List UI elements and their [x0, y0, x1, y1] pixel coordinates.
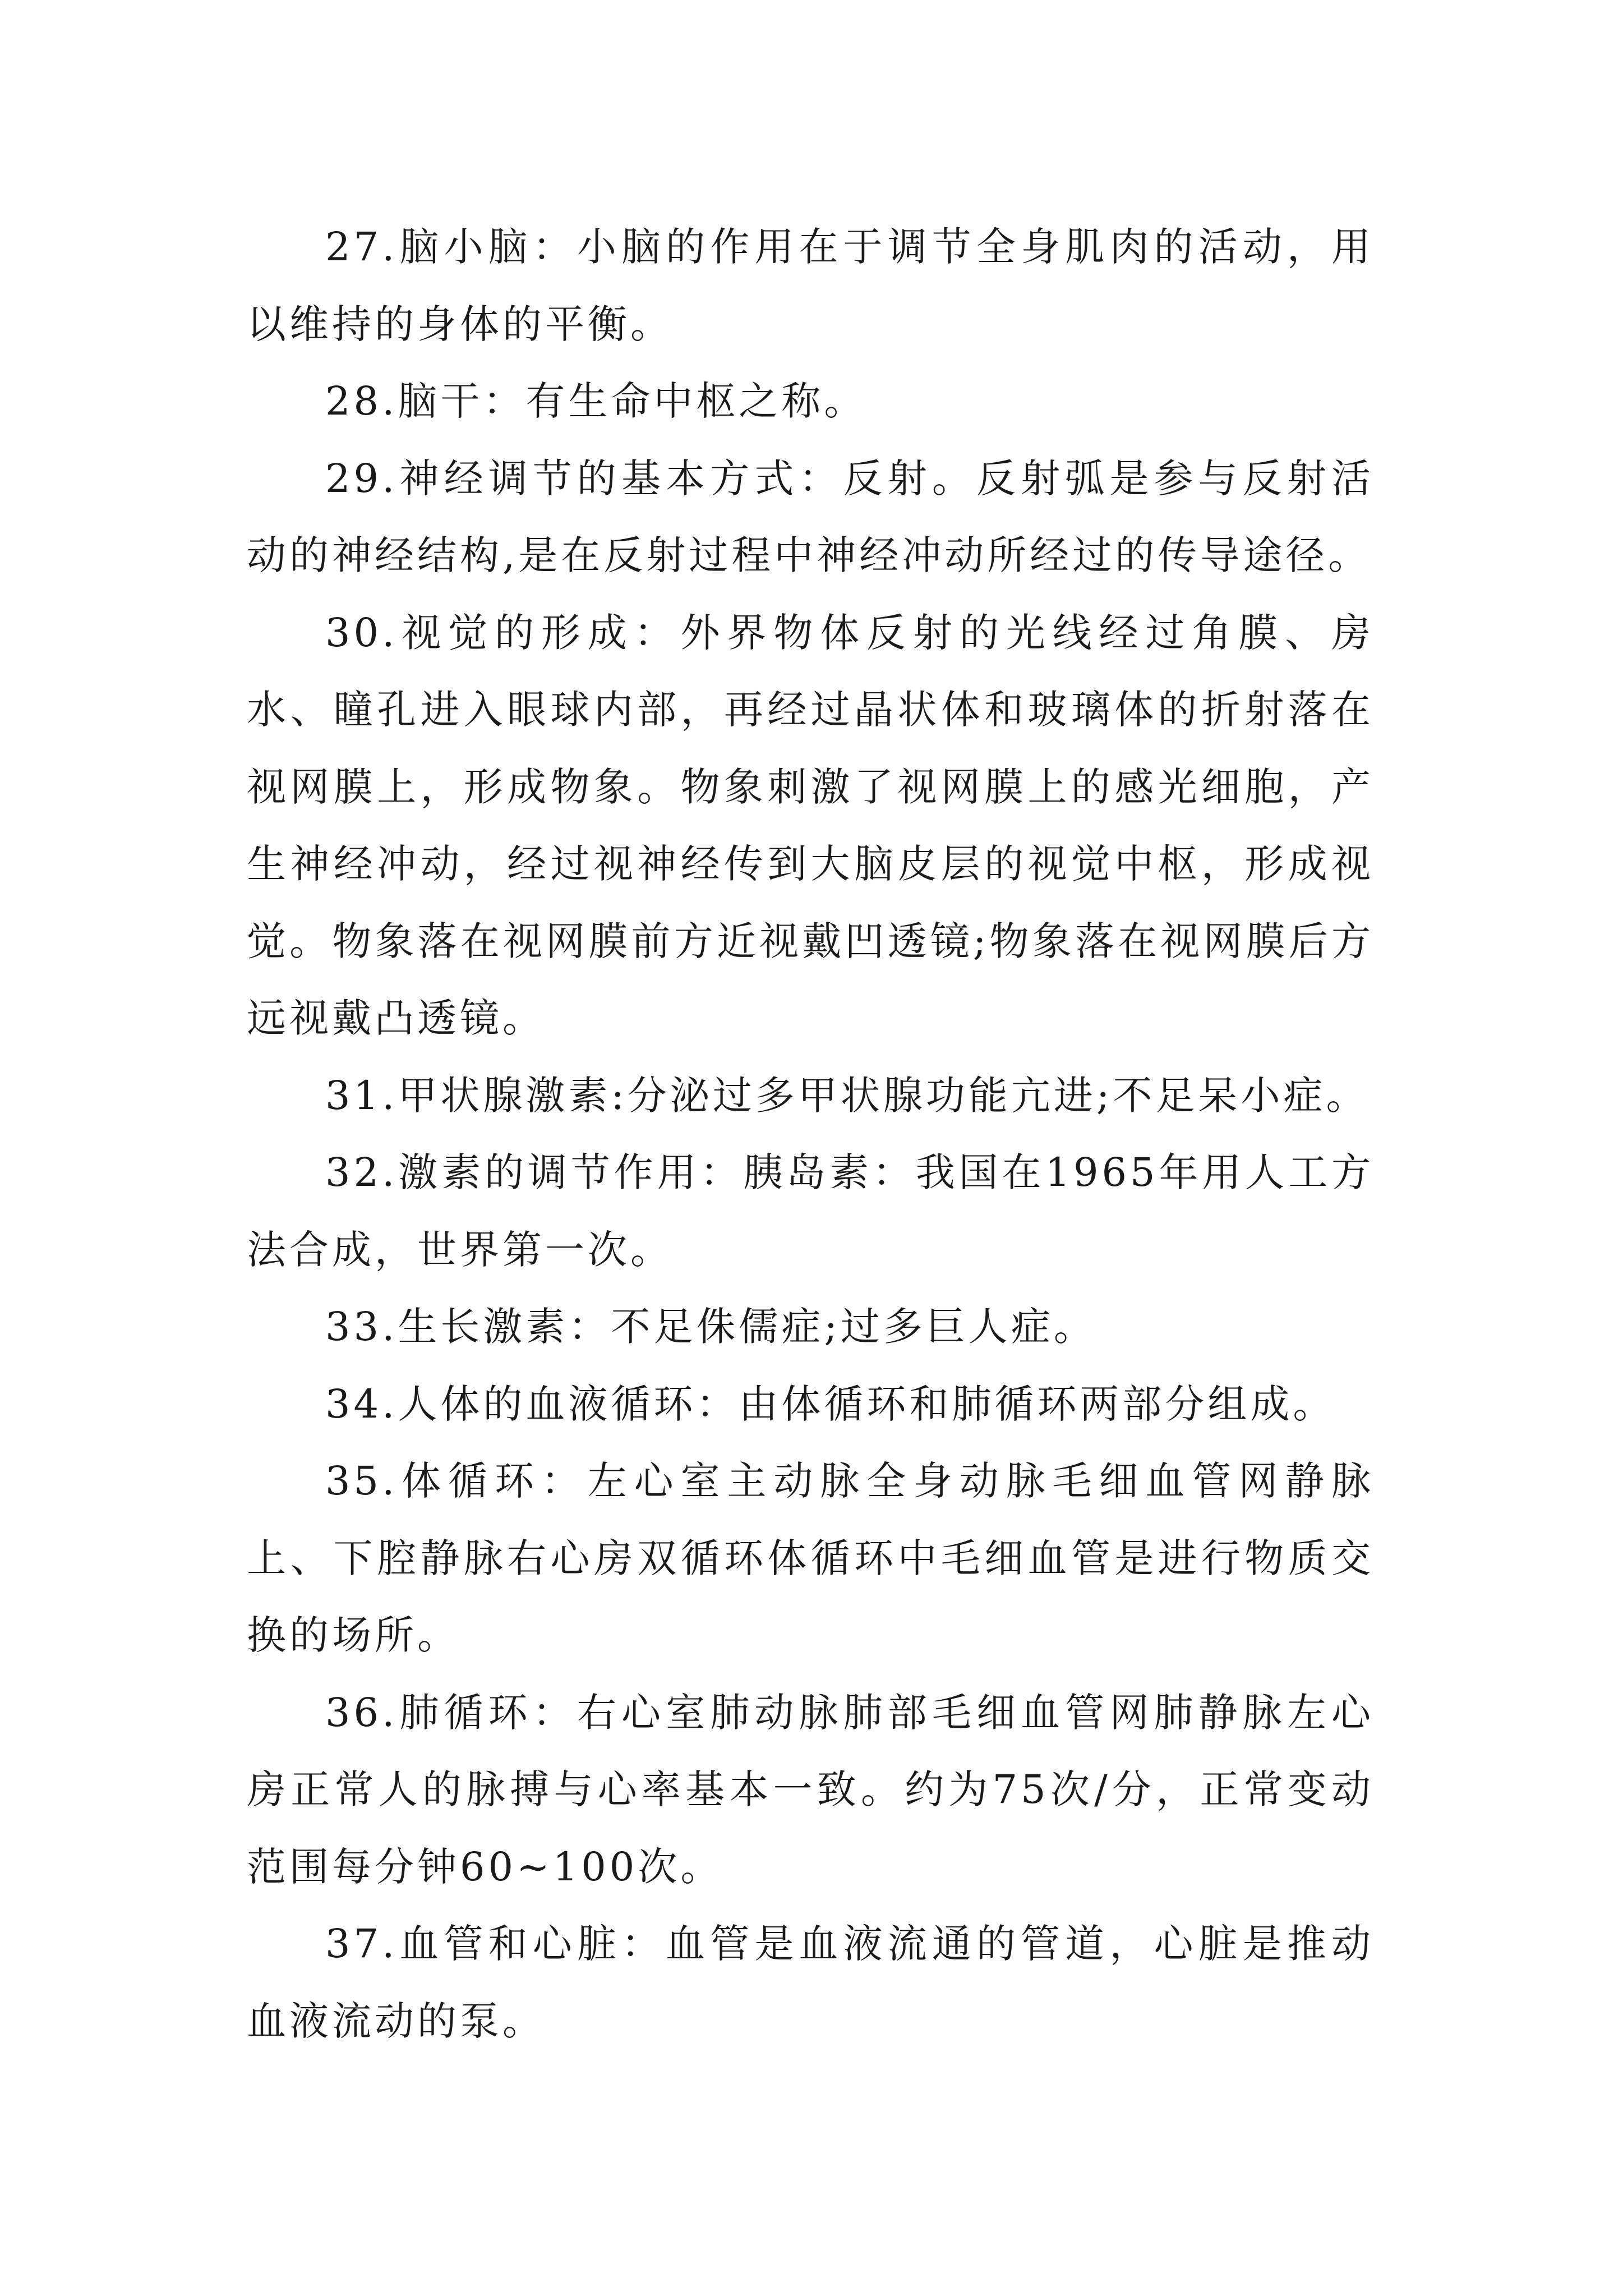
paragraph-29: 29.神经调节的基本方式：反射。反射弧是参与反射活动的神经结构,是在反射过程中神经冲动所经过的传导途径。 [247, 455, 1374, 578]
paragraph-33: 33.生长激素：不足侏儒症;过多巨人症。 [325, 1304, 1096, 1350]
paragraph-32: 32.激素的调节作用：胰岛素：我国在1965年用人工方法合成，世界第一次。 [247, 1149, 1374, 1273]
paragraph-28: 28.脑干：有生命中枢之称。 [325, 378, 867, 424]
paragraph-34: 34.人体的血液循环：由体循环和肺循环两部分组成。 [325, 1381, 1336, 1427]
paragraph-35: 35.体循环：左心室主动脉全身动脉毛细血管网静脉上、下腔静脉右心房双循环体循环中毛细血管是进行物质交换的场所。 [247, 1458, 1374, 1658]
paragraph-37: 37.血管和心脏：血管是血液流通的管道，心脏是推动血液流动的泵。 [247, 1921, 1374, 2044]
paragraph-36: 36.肺循环：右心室肺动脉肺部毛细血管网肺静脉左心房正常人的脉搏与心率基本一致。约为75次/分，正常变动范围每分钟60~100次。 [247, 1689, 1374, 1890]
paragraph-27: 27.脑小脑：小脑的作用在于调节全身肌肉的活动，用以维持的身体的平衡。 [247, 224, 1374, 347]
paragraph-31: 31.甲状腺激素:分泌过多甲状腺功能亢进;不足呆小症。 [325, 1072, 1369, 1119]
document-body [247, 209, 1374, 2060]
paragraph-30: 30.视觉的形成：外界物体反射的光线经过角膜、房水、瞳孔进入眼球内部，再经过晶状体和玻璃体的折射落在视网膜上，形成物象。物象刺激了视网膜上的感光细胞，产生神经冲动，经过视神经传到大脑皮层的视觉中枢，形成视觉。物象落在视网膜前方近视戴凹透镜;物象落在视网膜后方远视戴凸透镜。 [247, 609, 1374, 1041]
